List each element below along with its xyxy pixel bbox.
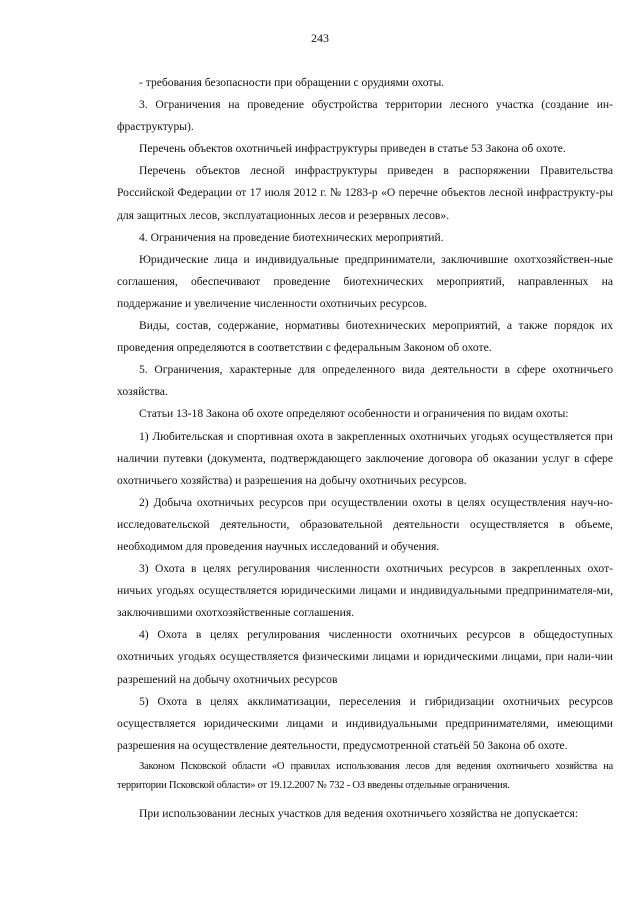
paragraph: Перечень объектов лесной инфраструктуры приведен в распоряжении Правительства Российской Федерации от 17 июля 2012 г. № 1283-р «О перечне объектов лесной инфраструкту-ры для защитных лесов, эксплуатационных лесов и резервных лесов». — [117, 164, 613, 222]
paragraph: При использовании лесных участков для ведения охотничьего хозяйства не допускается: — [139, 806, 579, 820]
paragraph: Статьи 13-18 Закона об охоте определяют особенности и ограничения по видам охоты: — [139, 407, 569, 421]
paragraph-law-reference: Законом Псковской области «О правилах использования лесов для ведения охотничьего хозяйства на территории Псковской области» от 19.12.2007 № 732 - ОЗ введены отдельные ограничения. — [117, 760, 613, 791]
paragraph: 5. Ограничения, характерные для определенного вида деятельности в сфере охотничьего хозяйства. — [117, 363, 613, 399]
paragraph: Перечень объектов охотничьей инфраструктуры приведен в статье 53 Закона об охоте. — [139, 142, 566, 156]
paragraph: 3) Охота в целях регулирования численности охотничьих ресурсов в закрепленных охот-ничьих угодьях осуществляется юридическими лицами и индивидуальными предпринимателя-ми, заключившими охотхозяйственные соглашения. — [117, 562, 613, 620]
paragraph: 1) Любительская и спортивная охота в закрепленных охотничьих угодьях осуществляется при наличии путевки (документа, подтверждающего заключение договора об оказании услуг в сфере охотничьего хозяйства) и разрешения на добычу охотничьих ресурсов. — [117, 429, 613, 487]
page-number: 243 — [311, 31, 329, 45]
paragraph: - требования безопасности при обращении с орудиями охоты. — [139, 76, 445, 89]
body-text — [117, 72, 613, 825]
paragraph: Виды, состав, содержание, нормативы биотехнических мероприятий, а также порядок их проведения определяются в соответствии с федеральным Законом об охоте. — [117, 319, 613, 355]
paragraph: 2) Добыча охотничьих ресурсов при осуществлении охоты в целях осуществления науч-но-исследовательской деятельности, образовательной деятельности осуществляется в объеме, необходимом для проведения научных исследований и обучения. — [117, 495, 613, 553]
paragraph: 4) Охота в целях регулирования численности охотничьих ресурсов в общедоступных охотничьих угодьях осуществляется физическими лицами и юридическими лицами, при нали-чии разрешений на добычу охотничьих ресурсов — [117, 628, 613, 686]
paragraph: 5) Охота в целях акклиматизации, переселения и гибридизации охотничьих ресурсов осуществляется юридическими лицами и индивидуальными предпринимателями, имеющими разрешения на осуществление деятельности, предусмотренной статьёй 50 Закона об охоте. — [117, 694, 613, 752]
paragraph: 3. Ограничения на проведение обустройства территории лесного участка (создание ин-фраструктуры). — [117, 98, 613, 134]
paragraph: 4. Ограничения на проведение биотехнических мероприятий. — [139, 230, 444, 244]
paragraph: Юридические лица и индивидуальные предприниматели, заключившие охотхозяйствен-ные соглашения, обеспечивают проведение биотехнических мероприятий, направленных на поддержание и увеличение численности охотничьих ресурсов. — [117, 252, 613, 310]
